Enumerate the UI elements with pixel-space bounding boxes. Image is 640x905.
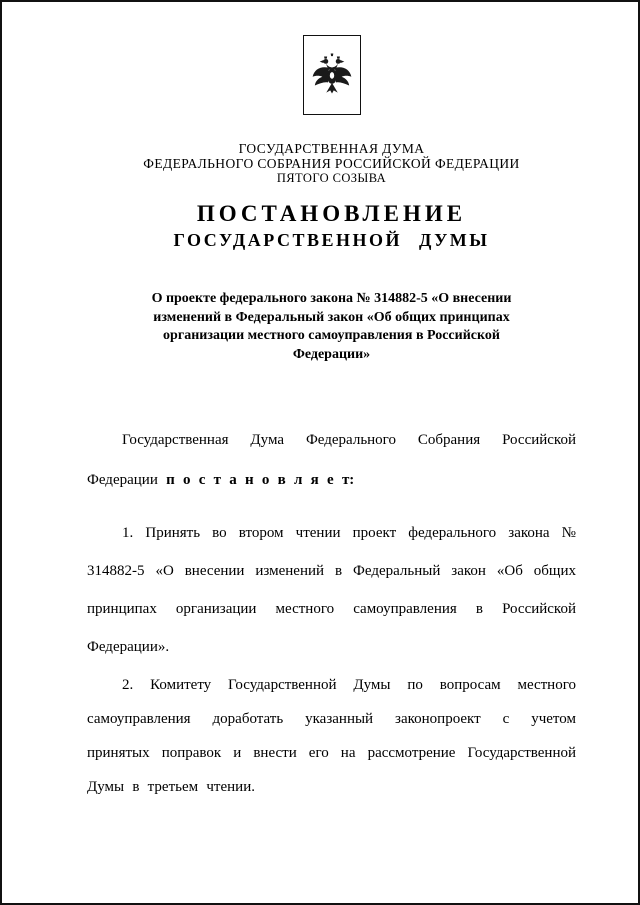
coat-of-arms-frame	[303, 35, 361, 115]
header-convocation: ПЯТОГО СОЗЫВА	[276, 171, 387, 185]
double-headed-eagle-icon	[310, 46, 354, 104]
resolution-item-1: 1. Принять во втором чтении проект федерального закона № 314882-5 «О внесении изменений в Федеральный закон «Об общих принципах организации местного самоуправления в Российской Федерации».	[87, 525, 576, 655]
document-issuer-title: ГОСУДАРСТВЕННОЙ ДУМЫ	[173, 230, 490, 250]
intro-paragraph	[87, 420, 576, 500]
document-header	[87, 141, 576, 186]
resolution-verb: п о с т а н о в л я е т:	[166, 472, 355, 488]
intro-lead-text: Государственная Дума Федерального Собрания Российской Федерации	[87, 432, 576, 488]
header-organization: ГОСУДАРСТВЕННАЯ ДУМА	[238, 141, 425, 156]
document-type-title: ПОСТАНОВЛЕНИЕ	[196, 201, 467, 226]
header-assembly: ФЕДЕРАЛЬНОГО СОБРАНИЯ РОССИЙСКОЙ ФЕДЕРАЦИИ	[143, 156, 520, 171]
resolution-item-2: 2. Комитету Государственной Думы по вопросам местного самоуправления доработать указанный законопроект с учетом принятых поправок и внести его на рассмотрение Государственной Думы в третьем чтении.	[87, 677, 576, 795]
document-subject: О проекте федерального закона № 314882-5 «О внесении изменений в Федеральный закон «Об общих принципах организации местного самоуправления в Российской Федерации»	[151, 291, 512, 362]
